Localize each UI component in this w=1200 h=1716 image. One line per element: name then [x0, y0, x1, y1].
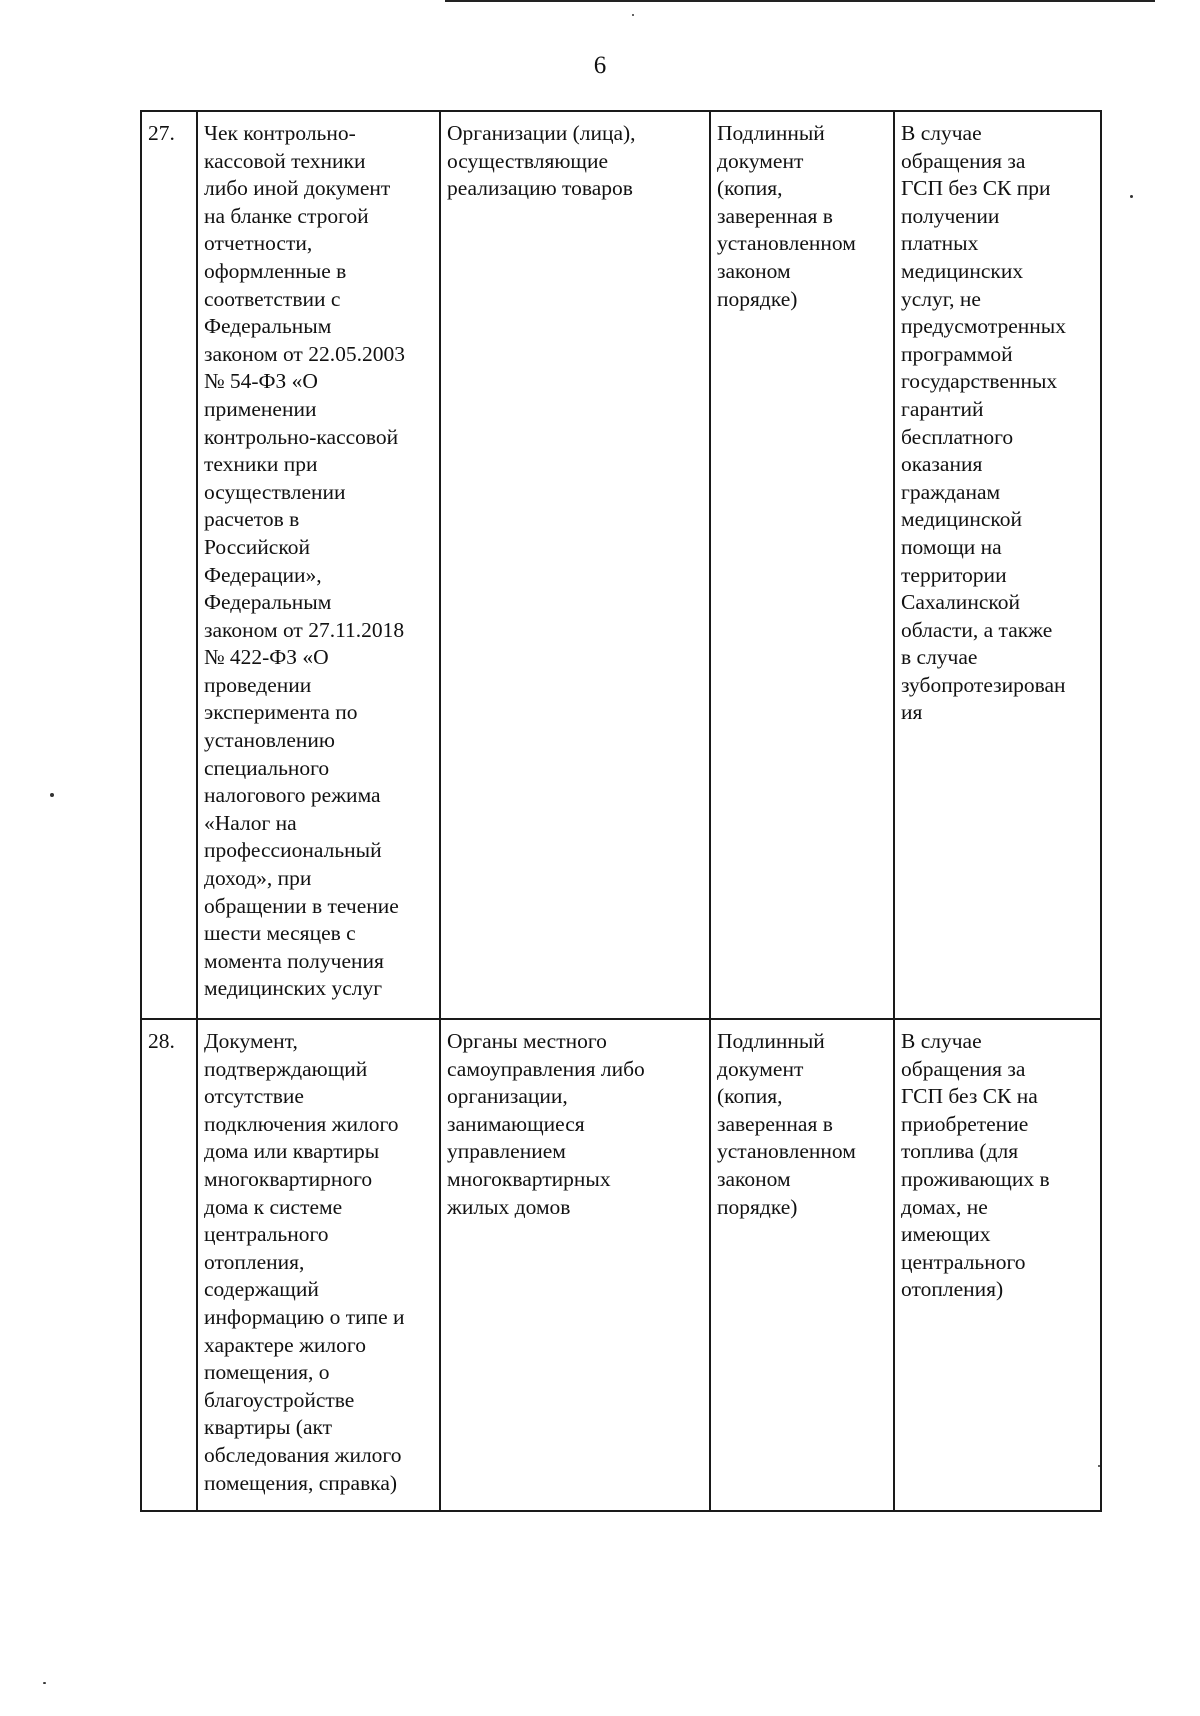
scan-speck: [1130, 195, 1133, 198]
document-name: Чек контрольно- кассовой техники либо иной документ на бланке строгой отчетности, оформленные в соответствии с Федеральным законом от 22.05.2003 № 54-ФЗ «О применении контрольно-кассовой техники при осуществлении расчетов в Российской Федерации», Федеральным законом от 27.11.2018 № 422-ФЗ «О проведении эксперимента по установлению специального налогового режима «Налог на профессиональный доход», при обращении в течение шести месяцев с момента получения медицинских услуг: [204, 121, 405, 1001]
documents-table: [140, 110, 1102, 1512]
issuer-text: Организации (лица), осуществляющие реализацию товаров: [447, 121, 636, 201]
form-text: Подлинный документ (копия, заверенная в установленном законом порядке): [717, 1029, 856, 1219]
document-cell: [197, 111, 440, 1019]
top-border-line: [445, 0, 1155, 2]
document-name: Документ, подтверждающий отсутствие подключения жилого дома или квартиры многоквартирного дома к системе центрального отопления, содержащий информацию о типе и характере жилого помещения, о благоустройстве квартиры (акт обследования жилого помещения, справка): [204, 1029, 405, 1495]
form-cell: [710, 111, 894, 1019]
table-row: [141, 111, 1101, 1019]
row-number: 28.: [148, 1029, 175, 1053]
form-cell: [710, 1019, 894, 1511]
document-cell: [197, 1019, 440, 1511]
scan-speck: [632, 14, 634, 16]
condition-cell: [894, 111, 1101, 1019]
condition-text: В случае обращения за ГСП без СК на приобретение топлива (для проживающих в домах, не имеющих центрального отопления): [901, 1029, 1050, 1302]
scan-speck: [1098, 1465, 1100, 1467]
page-number: 6: [593, 52, 607, 79]
issuer-cell: [440, 1019, 710, 1511]
table-row: [141, 1019, 1101, 1511]
row-number-cell: [141, 111, 197, 1019]
condition-cell: [894, 1019, 1101, 1511]
row-number-cell: [141, 1019, 197, 1511]
issuer-text: Органы местного самоуправления либо организации, занимающиеся управлением многоквартирных жилых домов: [447, 1029, 645, 1219]
condition-text: В случае обращения за ГСП без СК при получении платных медицинских услуг, не предусмотренных программой государственных гарантий бесплатного оказания гражданам медицинской помощи на территории Сахалинской области, а также в случае зубопротезирован ия: [901, 121, 1066, 725]
issuer-cell: [440, 111, 710, 1019]
form-text: Подлинный документ (копия, заверенная в установленном законом порядке): [717, 121, 856, 311]
row-number: 27.: [148, 121, 175, 145]
scan-speck: [43, 1682, 46, 1684]
scan-speck: [50, 793, 54, 797]
